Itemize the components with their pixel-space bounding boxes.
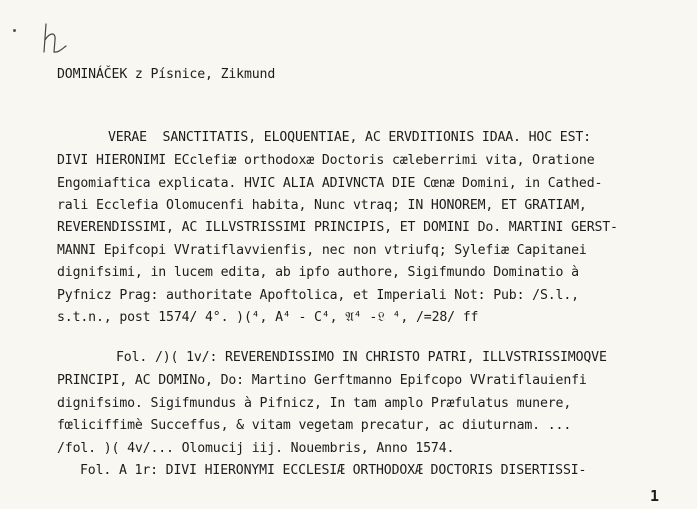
handwritten-h-icon [40, 22, 70, 56]
record-heading: DOMINÁČEK z Písnice, Zikmund [57, 67, 276, 82]
title-line: s.t.n., post 1574/ 4°. )(⁴, A⁴ - C⁴, 𝔄⁴ -𝔏 ⁴, /=28/ ff [57, 310, 479, 325]
title-line: REVERENDISSIMI, AC ILLVSTRISSIMI PRINCIPIS, ET DOMINI Do. MARTINI GERST- [57, 220, 618, 235]
folio-line: dignifsimo. Sigifmundus à Pifnicz, In tam amplo Præfulatus munere, [57, 396, 572, 411]
title-line: rali Ecclefia Olomucenfi habita, Nunc vtraq; IN HONOREM, ET GRATIAM, [57, 198, 587, 213]
title-line: DIVI HIERONIMI ECclefiæ orthodoxæ Doctoris cæleberrimi vita, Oratione [57, 153, 595, 168]
folio-line: Fol. /)( 1v/: REVERENDISSIMO IN CHRISTO PATRI, ILLVSTRISSIMOQVE [116, 350, 607, 365]
title-line: VERAE SANCTITATIS, ELOQUENTIAE, AC ERVDITIONIS IDAA. HOC EST: [108, 130, 591, 145]
folio-line: /fol. )( 4v/... Olomucij iij. Nouembris, Anno 1574. [57, 441, 455, 456]
folio-line: Fol. A 1r: DIVI HIERONYMI ECCLESIÆ ORTHODOXÆ DOCTORIS DISERTISSI- [80, 463, 587, 478]
title-line: dignifsimi, in lucem edita, ab ipfo authore, Sigifmundo Dominatio à [57, 265, 579, 280]
title-line: MANNI Epifcopi VVratiflavvienfis, nec non vtriufq; Sylefiæ Capitanei [57, 243, 587, 258]
stray-mark [13, 29, 16, 32]
title-line: Pyfnicz Prag: authoritate Apoftolica, et Imperiali Not: Pub: /S.l., [57, 288, 579, 303]
page-number: 1 [650, 487, 660, 505]
folio-line: fœliciffimè Succeffus, & vitam vegetam precatur, ac diuturnam. ... [57, 418, 572, 433]
folio-line: PRINCIPI, AC DOMINo, Do: Martino Gerftmanno Epifcopo VVratiflauienfi [57, 373, 587, 388]
title-line: Engomiaftica explicata. HVIC ALIA ADIVNCTA DIE Cœnæ Domini, in Cathed- [57, 176, 603, 191]
handwritten-h-mark [40, 22, 70, 56]
